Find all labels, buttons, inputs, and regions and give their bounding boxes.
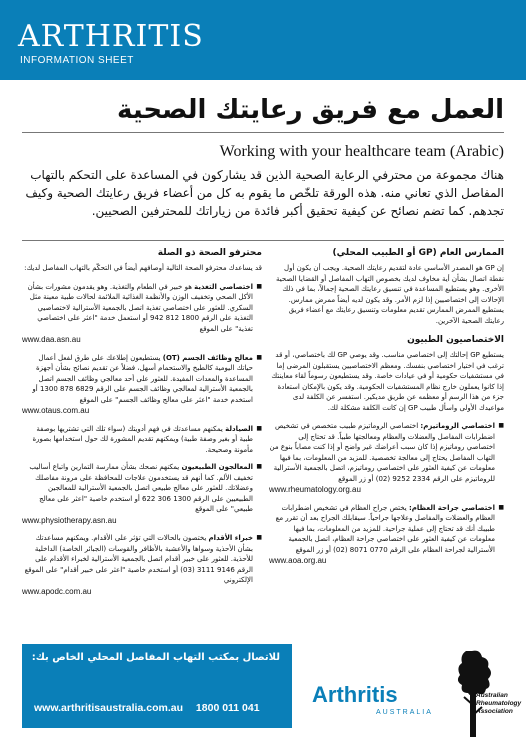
contact-website-link[interactable]: www.arthritisaustralia.com.au <box>34 702 183 714</box>
header-band <box>0 0 526 80</box>
pharmacist-text: يمكنهم مساعدتك في فهم أدويتك (سواء تلك التي تشتريها بوصفة طبية أو بغير وصفة طبية) ويمكنهم تقديم المشورة لك حول استخدامها بصورة مأمونة وصحيحة. <box>32 424 253 454</box>
podiatrist-link[interactable]: www.apodc.com.au <box>22 586 92 596</box>
ot-link[interactable]: www.otaus.com.au <box>22 406 90 415</box>
orthopaedic-title: اختصاصي جراحة العظام: <box>409 503 495 512</box>
contact-phone[interactable]: 1800 011 041 <box>195 702 260 714</box>
page-title-arabic: العمل مع فريق رعايتك الصحية <box>117 95 504 125</box>
dietitian-link[interactable]: www.daa.asn.au <box>22 335 81 344</box>
contact-line <box>34 702 280 714</box>
ara-line-1: Australian <box>476 692 508 699</box>
pharmacist-title: الصيادلة <box>225 424 253 433</box>
arthritis-australia-sub: AUSTRALIA <box>376 709 433 716</box>
rheumatologist-item <box>269 421 504 496</box>
allied-item-dietitian <box>22 282 262 346</box>
allied-item-pharmacist <box>22 424 262 456</box>
orthopaedic-link[interactable]: www.aoa.org.au <box>269 556 327 565</box>
allied-health-heading: محترفو الصحة ذو الصلة <box>157 248 262 258</box>
ot-text: يستطيعون إطلاعك على طرق لفعل أعمال حياتك اليومية كالطبخ والاستحمام أسهل، فضلاً عن تقديم نصائح بشأن أجهزة المساعدة والمعدات المفيدة. للعثور على أحد معالجي وظائف الجسم اتصل بالجمعية الأسترالية لمعالجي وظائف الجسم على الرقم 6829 878 1300 أو استخدم خدمة "اعثر على معالج وظائف الجسم" على الموقع <box>32 353 253 404</box>
brand-title: ARTHRITIS <box>18 19 204 54</box>
orthopaedic-text: يختص جراح العظام في تشخيص اضطرابات العظام والعضلات والمفاصل وعلاجها جراحياً. سيقابلك الجراح بعد أن تقرر مع طبيبك أنك قد تحتاج إلى عملية جراحية. للمزيد من المعلومات، بما فيها معلومات عن كيفية العثور على اختصاصي جراحة العظام، اتصل بالجمعية الأسترالية لجراحة العظام على الرقم 0770 8071 (02) أو زر الموقع <box>275 503 495 554</box>
brand-subtitle: INFORMATION SHEET <box>20 55 134 66</box>
rheumatologist-text: اختصاصي الروماتيزم طبيب متخصص في تشخيص اضطرابات المفاصل والعضلات والعظام ومعالجتها طبياً. قد تحتاج إلى اختصاصي روماتيزم إذا كان سبب أعراضك غير واضح أو إذا كنت مصاباً بنوع من التهاب المفاصل يحتاج إلى معالجة تخصصية. للمزيد من المعلومات، بما فيها معلومات عن كيفية العثور على اختصاصي روماتيزم، اتصل بالجمعية الأسترالية للروماتيزم على الرقم 2334 9252 (02) أو زر الموقع <box>269 422 495 483</box>
contact-label-arabic: للاتصال بمكتب التهاب المفاصل المحلي الخاص بك: <box>31 652 280 663</box>
rheumatologist-title: اختصاصي الروماتيزم: <box>420 422 495 430</box>
intro-paragraph: هناك مجموعة من محترفي الرعاية الصحية الذين قد يشاركون في المساعدة على التحكم بالتهاب المفاصل الذي تعاني منه. هذه الورقة تلخّص ما يقوم به كل من أعضاء فريق رعايتك الصحية وكيف تجدهم. كما تضم نصائح عن كيفية تحقيق أكبر فائدة من زياراتك للمحترفين الصحيين. <box>25 168 504 218</box>
orthopaedic-item <box>269 503 504 567</box>
physio-text: يمكنهم نصحك بشأن ممارسة التمارين واتباع أساليب تخفيف الألم. كما أنهم قد يستخدمون علاجات للمحافظة على مرونة مفاصلك وعضلاتك. للعثور على معالج طبيعي اتصل بالجمعية الأسترالية للمعالجين الطبيعيين على الرقم 1300 306 622 أو استخدم خاصية "اعثر على معالج طبيعي" على الموقع <box>29 463 253 513</box>
physio-link[interactable]: www.physiotherapy.asn.au <box>22 515 117 525</box>
page-title-english: Working with your healthcare team (Arabic) <box>219 143 504 160</box>
podiatrist-text: يختصون بالحالات التي تؤثر على الأقدام. ويمكنهم مساعدتك بشأن الأحذية وسواها والأعشبة بالأظافر والقوسات (الجبائر الخاصة) الداخلية للأحذية. للعثور على خبير أقدام اتصل بالجمعية الأسترالية لخبراء الأقدام على الرقم 9146 3111 (03) أو استخدم خاصية "اعثر على خبير أقدام" على الموقع الإلكتروني <box>24 534 253 584</box>
contact-box <box>22 644 292 728</box>
rheumatology-link[interactable]: www.rheumatology.org.au <box>269 485 361 494</box>
ara-line-3: Association <box>476 708 513 715</box>
gp-heading: الممارس العام (GP أو الطبيب المحلي) <box>332 248 504 258</box>
intro-divider <box>22 240 504 241</box>
allied-health-intro: قد يساعدك محترفو الصحة التالية أوصافهم أيضاً في التحكّم بالتهاب المفاصل لديك: <box>24 264 262 272</box>
right-column <box>269 247 504 574</box>
ot-title: معالج وظائف الجسم (OT) <box>162 353 253 362</box>
podiatrist-title: خبراء الأقدام <box>208 534 253 542</box>
arthritis-australia-wordmark: Arthritis <box>312 682 398 707</box>
ara-wordmark <box>476 692 521 716</box>
specialists-paragraph: يستطيع GP إحالتك إلى اختصاصي مناسب. وقد يوصي GP لك باختصاصي، أو قد ترغب في اختيار اختصاصي بنفسك. ومعظم الاختصاصيين يستقبلون المرضى إما في مستشفيات حكومية أو في عيادات خاصة. وقد يستطيعون رسوماً لقاء معاينتك إذا كانوا يعملون خارج نظام المستشفيات الحكومية. وقد يكون بالإمكان استعادة جزء من هذا الرسم أو معظمه عن طريق مديكير. استفسر عن الكلفة لدى مواعيدك الأولى واسأل طبيب GP إن كانت الكلفة مشكلة لك. <box>271 351 504 412</box>
ara-line-2: Rheumatology <box>476 700 522 707</box>
arthritis-australia-logo <box>312 682 433 716</box>
gp-paragraph: إن GP هو المصدر الأساسي عادة لتقديم رعايتك الصحية. ويجب أن يكون أول نقطة اتصال بشأن أية مخاوف لديك بخصوص التهاب المفاصل أو القضايا الصحية الأخرى. وهو يستطيع المساعدة في تنسيق رعايتك الصحية إجمالاً، بما في ذلك الإحالات إلى اختصاصيين إذا لزم الأمر. وقد يكون لديه أيضاً ممرض ممارس. يستطيع الممرض الممارس تقديم معلومات وتنسيق رعايتك مع أعضاء فريق رعايتك الصحية الآخرين. <box>275 264 504 325</box>
title-divider <box>22 132 504 133</box>
specialists-heading: الاختصاصيون الطبيون <box>407 335 504 345</box>
allied-item-physiotherapist <box>22 462 262 526</box>
allied-item-occupational-therapist <box>22 353 262 417</box>
dietitian-title: اختصاصي التغذية <box>194 282 253 291</box>
dietitian-text: هو خبير في الطعام والتغذية. وهو يقدمون مشورات بشأن الأكل الصحي وتخفيف الوزن والأنظمة الغذائية الملائمة لحالات طبية معينة مثل السكري. للعثور على اختصاصي تغذية اتصل بالجمعية الأسترالية لاختصاصيي التغذية على الرقم 1800 812 942 أو استعمل خدمة "اعثر على اختصاصي تغذية" على الموقع <box>27 282 253 333</box>
allied-item-podiatrist <box>22 533 262 597</box>
physio-title: المعالجون الطبيعيون <box>181 463 253 471</box>
left-column <box>22 247 262 604</box>
